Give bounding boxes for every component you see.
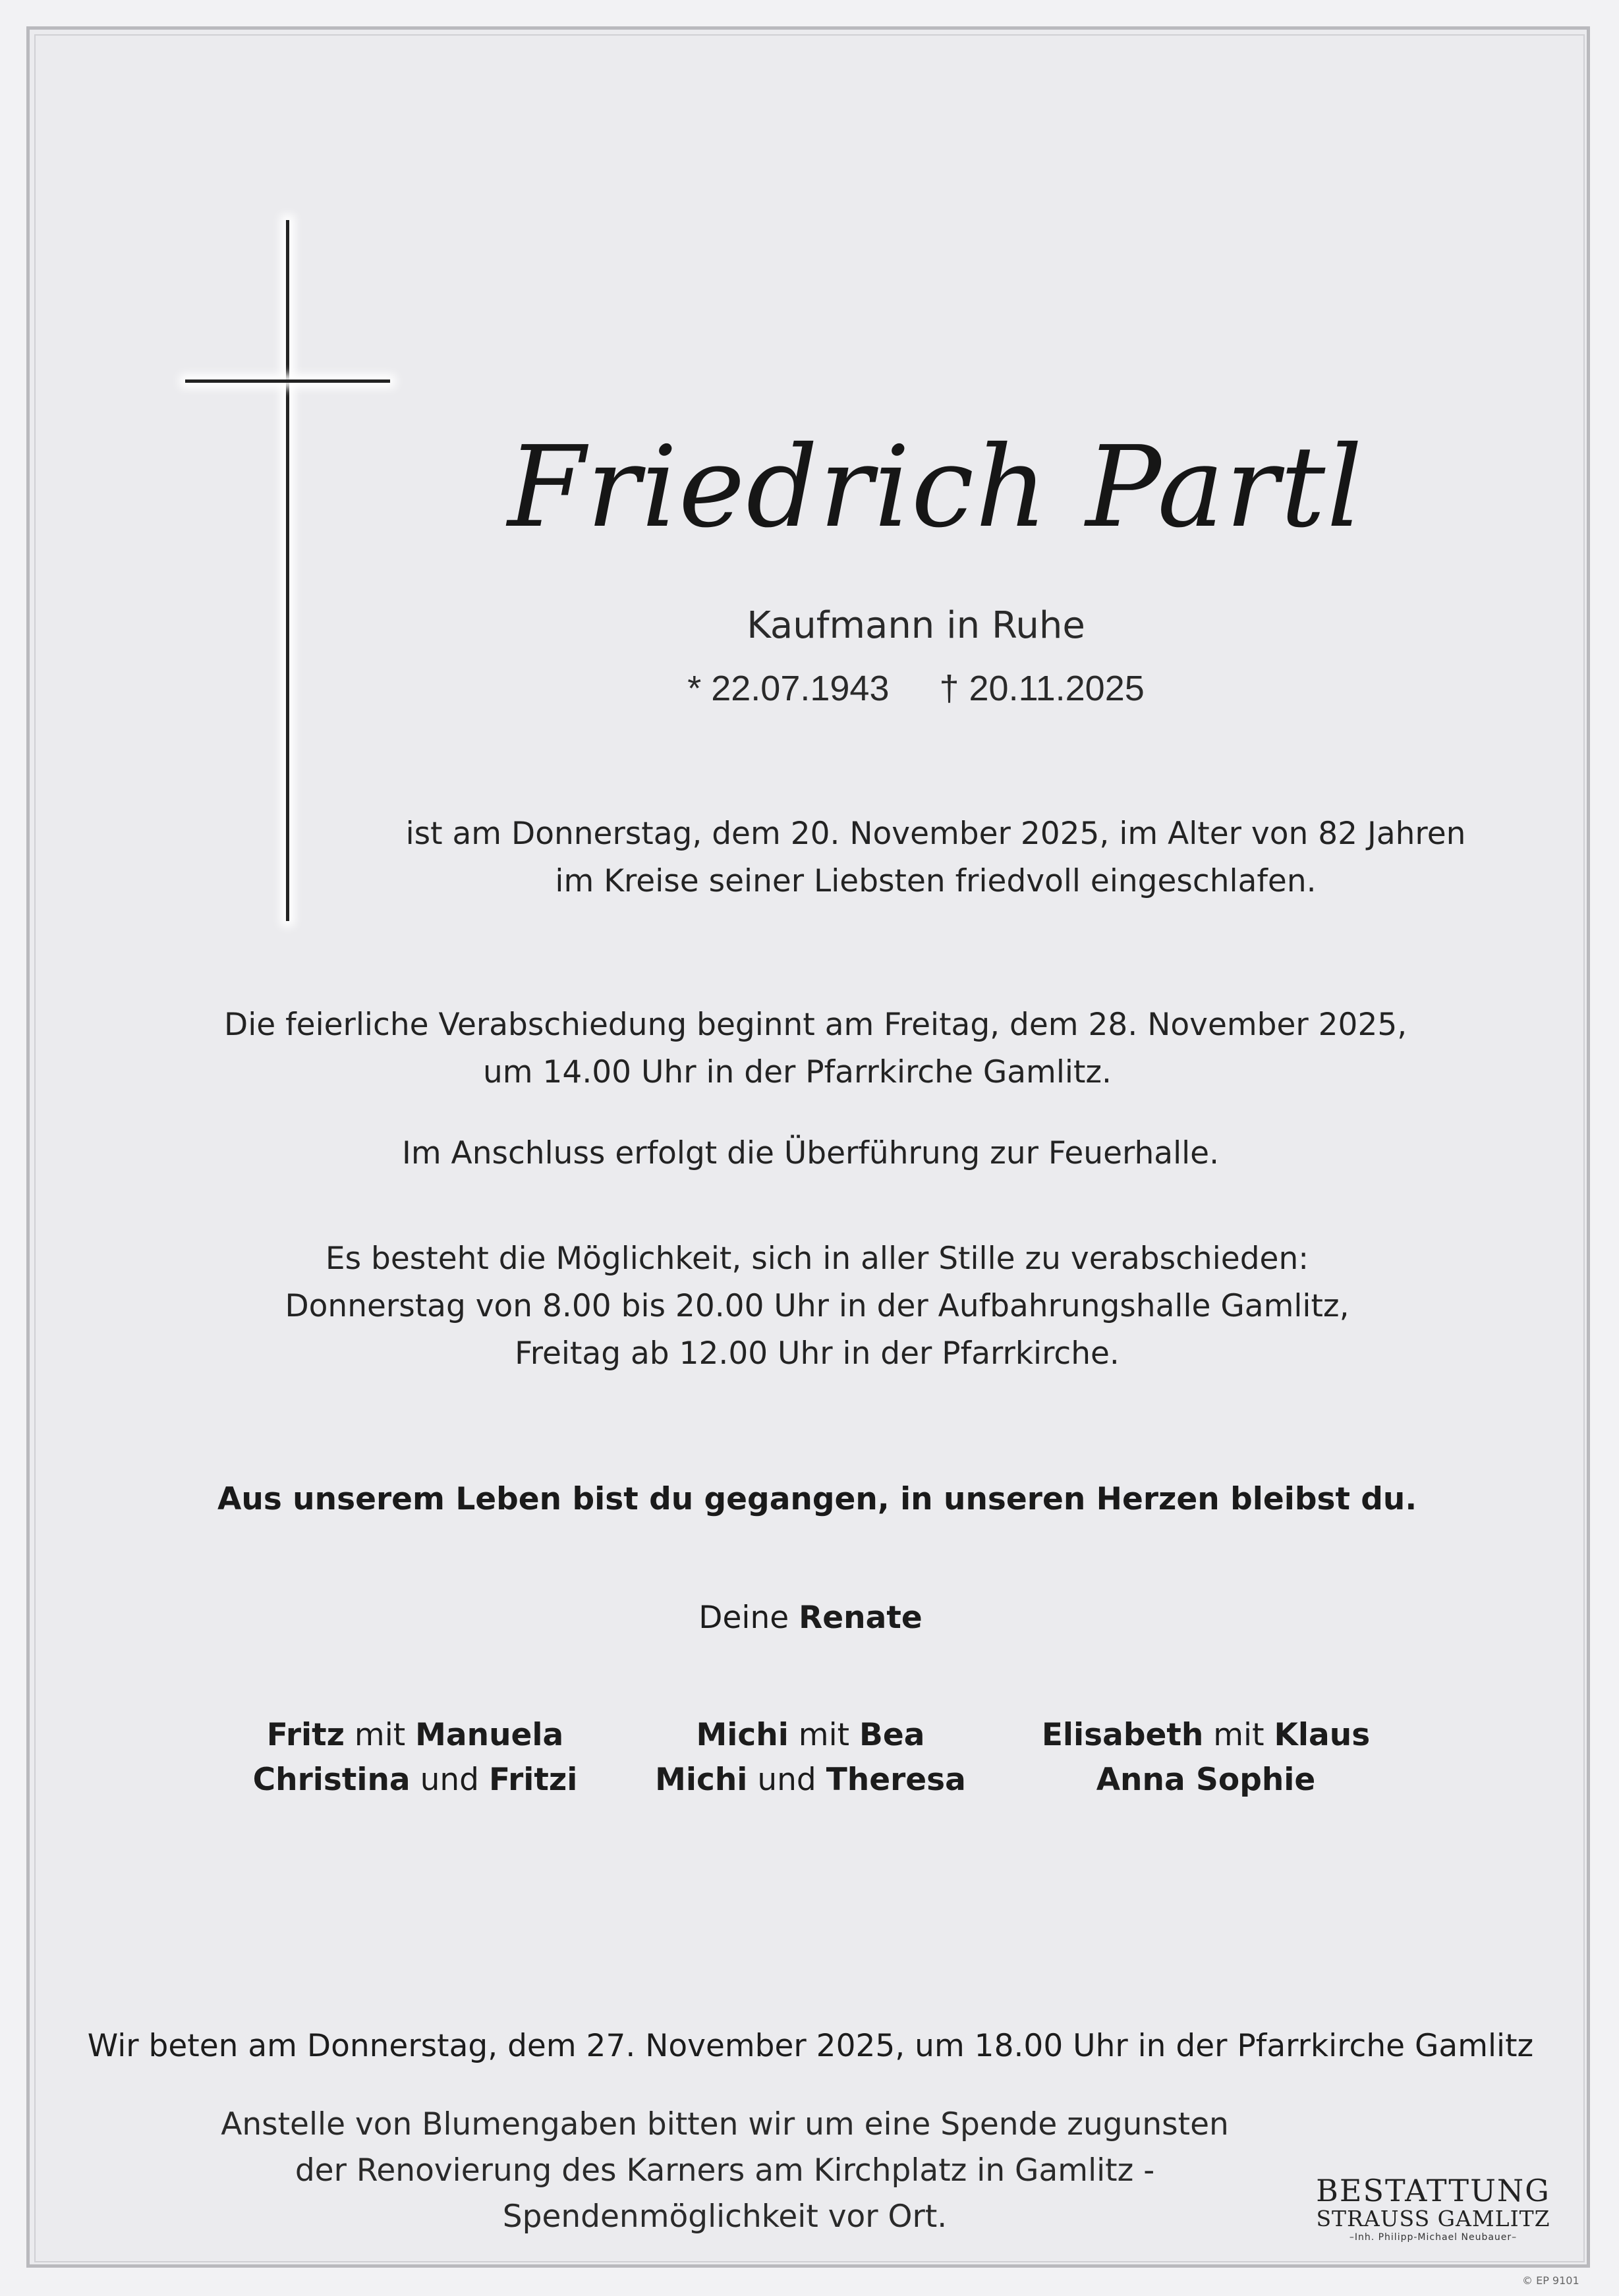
announcement-line: im Kreise seiner Liebsten friedvoll eingeschlafen. (555, 863, 1317, 899)
connector: mit (1213, 1717, 1264, 1753)
spouse-line (613, 1594, 1008, 1642)
donation-line: Spendenmöglichkeit vor Ort. (502, 2198, 948, 2235)
deceased-name: Friedrich Partl (507, 422, 1364, 553)
mourner-name: Klaus (1274, 1717, 1371, 1753)
mourner-name: Michi (655, 1762, 748, 1798)
mourner-name: Michi (696, 1717, 789, 1753)
prayer-info: Wir beten am Donnerstag, dem 27. November 2025, um 18.00 Uhr in der Pfarrkirche Gamlitz (87, 2028, 1534, 2064)
life-dates (633, 662, 1199, 715)
logo-line: –Inh. Philipp-Michael Neubauer– (1349, 2232, 1518, 2243)
viewing-line: Donnerstag von 8.00 bis 20.00 Uhr in der Aufbahrungshalle Gamlitz, (285, 1288, 1349, 1324)
mourner-name: Elisabeth (1041, 1717, 1204, 1753)
connector: und (757, 1762, 816, 1798)
donation-request (198, 2102, 1252, 2240)
ceremony-info (224, 1001, 1407, 1096)
family-line (1015, 1758, 1397, 1803)
mourner-name: Christina (252, 1762, 411, 1798)
funeral-home-logo (1301, 2174, 1565, 2244)
connector: mit (798, 1717, 850, 1753)
family-group (237, 1713, 593, 1803)
viewing-line: Freitag ab 12.00 Uhr in der Pfarrkirche. (515, 1335, 1120, 1372)
memorial-motto: Aus unserem Leben bist du gegangen, in unseren Herzen bleibst du. (217, 1481, 1417, 1517)
connector: und (420, 1762, 480, 1798)
cross-icon (286, 220, 289, 921)
spouse-prefix: Deine (698, 1600, 789, 1636)
spouse-name: Renate (799, 1600, 923, 1636)
birth-date: * 22.07.1943 (687, 669, 890, 708)
occupation: Kaufmann in Ruhe (747, 604, 1085, 647)
family-line (1015, 1713, 1397, 1758)
death-announcement (369, 810, 1502, 905)
family-group (1015, 1713, 1397, 1803)
ceremony-line: um 14.00 Uhr in der Pfarrkirche Gamlitz. (483, 1054, 1112, 1090)
print-code: © EP 9101 (1522, 2274, 1579, 2287)
connector: mit (354, 1717, 406, 1753)
mourner-name: Manuela (415, 1717, 564, 1753)
ceremony-line: Die feierliche Verabschiedung beginnt am Freitag, dem 28. November 2025, (224, 1007, 1407, 1043)
mourner-name: Theresa (826, 1762, 966, 1798)
family-group (633, 1713, 988, 1803)
cross-icon-bar (185, 379, 390, 383)
mourner-name: Anna Sophie (1096, 1762, 1316, 1798)
mourner-name: Fritzi (488, 1762, 578, 1798)
transfer-info: Im Anschluss erfolgt die Überführung zur Feuerhalle. (401, 1135, 1220, 1171)
family-line (633, 1713, 988, 1758)
mourner-name: Fritz (266, 1717, 345, 1753)
donation-line: Anstelle von Blumengaben bitten wir um eine Spende zugunsten (221, 2106, 1229, 2142)
logo-line: BESTATTUNG (1316, 2173, 1550, 2208)
mourner-name: Bea (859, 1717, 925, 1753)
donation-line: der Renovierung des Karners am Kirchplatz in Gamlitz - (295, 2152, 1155, 2189)
death-date: † 20.11.2025 (939, 669, 1145, 708)
family-line (633, 1758, 988, 1803)
viewing-line: Es besteht die Möglichkeit, sich in aller Stille zu verabschieden: (325, 1241, 1309, 1277)
viewing-info (283, 1235, 1351, 1378)
logo-line: STRAUSS GAMLITZ (1316, 2206, 1550, 2231)
announcement-line: ist am Donnerstag, dem 20. November 2025, im Alter von 82 Jahren (405, 816, 1466, 852)
family-line (237, 1758, 593, 1803)
family-line (237, 1713, 593, 1758)
